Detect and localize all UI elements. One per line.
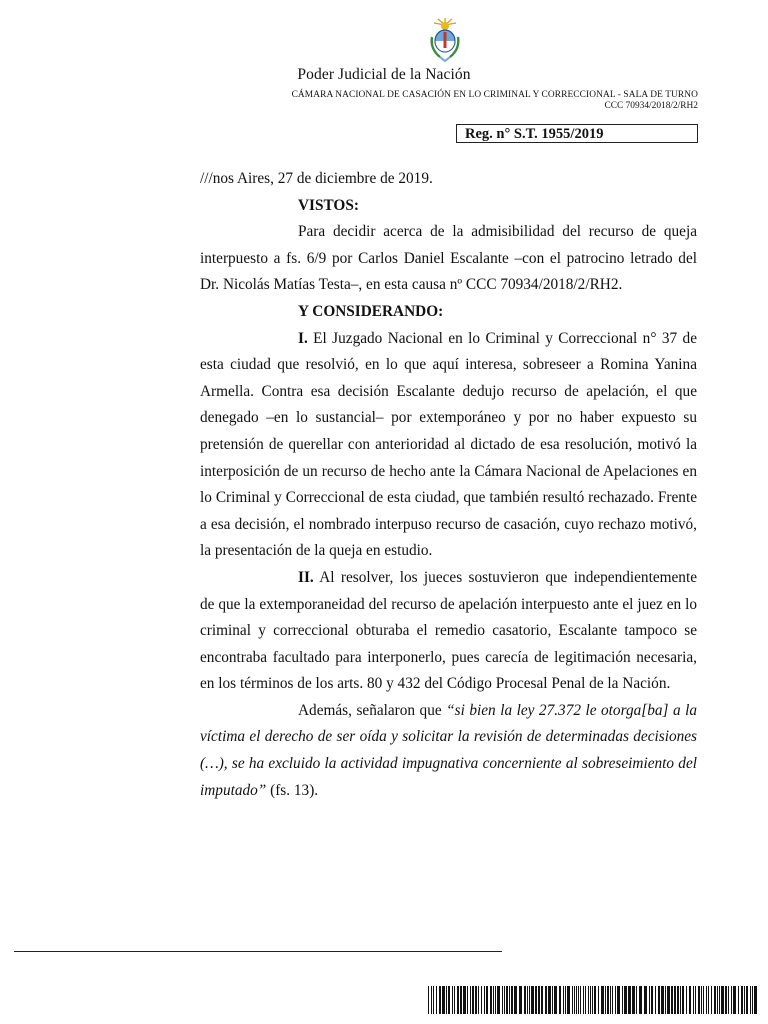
case-reference: CCC 70934/2018/2/RH2 bbox=[604, 101, 698, 111]
section-2-number: II. bbox=[298, 568, 314, 586]
registration-number: Reg. n° S.T. 1955/2019 bbox=[465, 126, 604, 142]
section-2-text: Al resolver, los jueces sostuvieron que independientemente de que la extemporaneidad del recurso de apelación interpuesto ante el juez en lo criminal y correccional obturaba el remedio casatorio, Escalante tampoco se encontraba facultado para interponerlo, pues carecía de legitimación necesaria, en los términos de los arts. 80 y 432 del Código Procesal Penal de la Nación. bbox=[200, 568, 697, 693]
argentina-coat-of-arms-icon bbox=[428, 17, 462, 63]
date-line: ///nos Aires, 27 de diciembre de 2019. bbox=[200, 170, 433, 187]
barcode-icon bbox=[428, 986, 760, 1014]
ademas-citation: (fs. 13). bbox=[266, 781, 319, 799]
chamber-name: CÁMARA NACIONAL DE CASACIÓN EN LO CRIMINAL Y CORRECCIONAL - SALA DE TURNO bbox=[291, 90, 698, 100]
section-1-paragraph bbox=[200, 326, 697, 565]
registration-box bbox=[456, 124, 698, 143]
ademas-quote: “si bien la ley 27.372 le otorga[ba] a la víctima el derecho de ser oída y solicitar la revisión de determinadas decisiones (…), se ha excluido la actividad impugnativa concerniente al sobreseimiento del imputado” bbox=[200, 701, 698, 799]
vistos-paragraph: Para decidir acerca de la admisibilidad del recurso de queja interpuesto a fs. 6/9 por Carlos Daniel Escalante –con el patrocino letrado del Dr. Nicolás Matías Testa–, en esta causa nº CCC 70934/2018/2/RH2. bbox=[200, 223, 697, 294]
vistos-heading: VISTOS: bbox=[298, 196, 359, 214]
footer-divider bbox=[14, 951, 502, 952]
section-2-paragraph bbox=[200, 565, 697, 698]
ademas-paragraph bbox=[200, 698, 697, 804]
section-1-text: El Juzgado Nacional en lo Criminal y Correccional n° 37 de esta ciudad que resolvió, en lo que aquí interesa, sobreseer a Romina Yanina Armella. Contra esa decisión Escalante dedujo recurso de apelación, el que denegado –en lo sustancial– por extemporáneo y por no haber expuesto su pretensión de querellar con anterioridad al dictado de esa resolución, motivó la interposición de un recurso de hecho ante la Cámara Nacional de Apelaciones en lo Criminal y Correccional de esta ciudad, que también resultó rechazado. Frente a esa decisión, el nombrado interpuso recurso de casación, cuyo rechazo motivó, la presentación de la queja en estudio. bbox=[200, 329, 697, 560]
organization-title: Poder Judicial de la Nación bbox=[297, 66, 471, 83]
section-1-number: I. bbox=[298, 329, 308, 347]
ademas-intro: Además, señalaron que bbox=[298, 701, 447, 719]
considerando-heading: Y CONSIDERANDO: bbox=[298, 302, 444, 320]
document-body bbox=[200, 166, 697, 804]
